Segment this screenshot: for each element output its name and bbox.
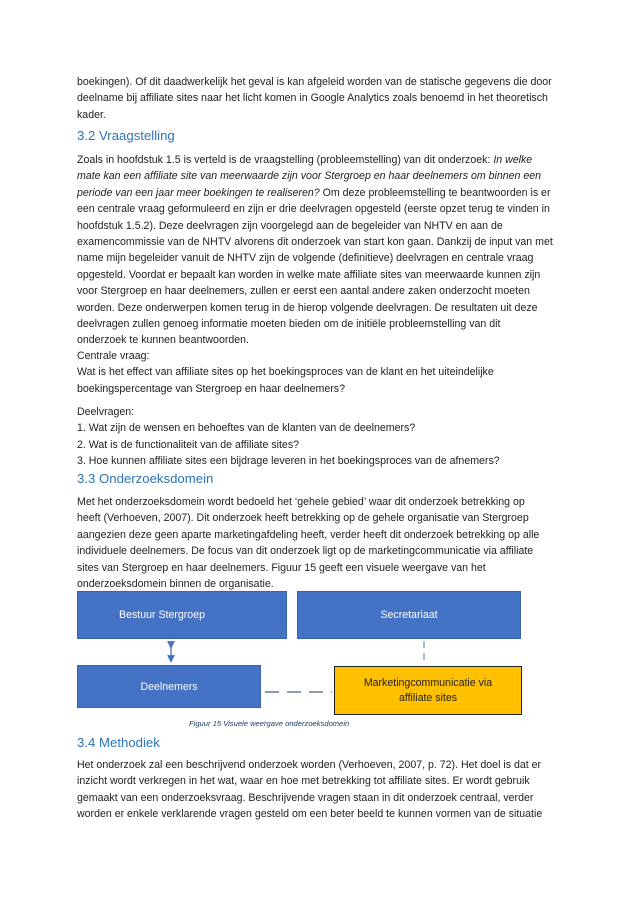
paragraph-line: examencommissie van de NHTV alvorens dit onderzoek van start kon gaan. Dankzij de input van met [77,236,553,249]
box-label: Bestuur Stergroep [119,609,205,621]
sub-question: 3. Hoe kunnen affiliate sites een bijdrage leveren in het boekingsproces van de afnemers? [77,455,500,468]
paragraph-line: voor Stergroep en haar deelnemers, zullen er eerst een aantal andere zaken onderzocht moeten [77,285,530,298]
figure-caption: Figuur 15 Visuele weergave onderzoeksdomein [189,719,350,728]
sub-question: 2. Wat is de functionaliteit van de affiliate sites? [77,438,300,451]
sub-question: 1. Wat zijn de wensen en behoeftes van de klanten van de deelnemers? [77,422,416,435]
paragraph-line: Met het onderzoeksdomein wordt bedoeld het ‘gehele gebied’ waar dit onderzoek betrekking op [77,496,525,508]
section-heading-onderzoeksdomein: 3.3 Onderzoeksdomein [77,471,214,486]
methodiek-paragraph [77,757,567,823]
paragraph-line: onderzoek te kunnen beantwoorden. [77,334,249,347]
sub-questions-label: Deelvragen: [77,406,135,418]
paragraph-line: gemaakt van een onderzoeksvraag. Beschrijvende vragen staan in dit onderzoek centraal, verder [77,791,534,804]
paragraph-line: een centrale vraag geformuleerd en zijn er drie deelvragen opgesteld (eerste opzet terug te vinden in [77,203,550,216]
box-label: Deelnemers [140,680,198,693]
paragraph-line: onderzoeksdomein binnen de organisatie. [77,578,274,591]
intro-line: kader. [77,108,106,121]
line-italic-text: periode van een jaar meer boekingen te realiseren? [77,186,320,199]
section-heading-methodiek: 3.4 Methodiek [77,735,160,750]
paragraph-line: name mijn begeleider vanuit de NHTV zijn de volgende (definitieve) deelvragen en centrale vraag [77,252,534,265]
paragraph-line: aangezien deze geen aparte marketingafdeling heeft, verder heeft dit onderzoek betrekking op alle [77,528,540,541]
paragraph-line: worden. Deze onderwerpen komen terug in de hierop volgende deelvragen. De resultaten uit deze [77,301,538,314]
paragraph-line: deelvragen zullen genoeg informatie moeten bieden om de initiële probleemstelling van dit [77,318,501,331]
intro-line: boekingen). Of dit daadwerkelijk het geval is kan afgeleid worden van de statische gegevens die door [77,76,552,88]
paragraph-line: sites van Stergroep en haar deelnemers. Figuur 15 geeft een visuele weergave van het [77,561,486,574]
paragraph-line: Het onderzoek zal een beschrijvend onderzoek worden (Verhoeven, 2007, p. 72). Het doel is dat er [77,759,542,771]
section-heading-vraagstelling: 3.2 Vraagstelling [77,128,175,143]
box-label-line: Marketingcommunicatie via [363,676,493,689]
line-italic-text: mate kan een affiliate site van meerwaarde zijn voor Stergroep en haar deelnemers om binnen een [77,170,542,183]
central-question-label: Centrale vraag: [77,350,150,362]
paragraph-line: inzicht wordt verkregen in het wat, waar en hoe met betrekking tot affiliate sites. Er wordt gebruik [77,775,530,788]
line-text: Om deze probleemstelling te beantwoorden is er [319,186,551,199]
central-question-line: boekingspercentage van Stergroep en haar deelnemers? [77,382,345,395]
paragraph-line: hoofdstuk 1.5.2). Deze deelvragen zijn voorgelegd aan de begeleider van NHTV en aan de [77,219,503,232]
paragraph-line: heeft (Verhoeven, 2007). Dit onderzoek heeft betrekking op de gehele organisatie van Stergroep [77,512,529,525]
line-text: Zoals in hoofdstuk 1.5 is verteld is de vraagstelling (probleemstelling) van dit onderzoek: [77,154,494,166]
paragraph-line: worden er enkele verklarende vragen gesteld om een beter beeld te kunnen vormen van de situatie [77,808,543,821]
box-label: Secretariaat [380,609,438,621]
paragraph-line: individuele deelnemers. De focus van dit onderzoek ligt op de marketingcommunicatie via affiliate [77,545,534,558]
box-label-line: affiliate sites [398,691,458,704]
central-question-line: Wat is het effect van affiliate sites op het boekingsproces van de klant en het uiteindelijke [77,366,494,379]
line-italic-text: In welke [493,154,533,166]
paragraph-line: opgesteld. Voordat er bepaalt kan worden in welke mate affiliate sites van meerwaarde kunnen zijn [77,268,541,281]
intro-line: deelname bij affiliate sites naar het licht komen in Google Analytics zoals benoemd in het theoretisch [77,92,548,105]
